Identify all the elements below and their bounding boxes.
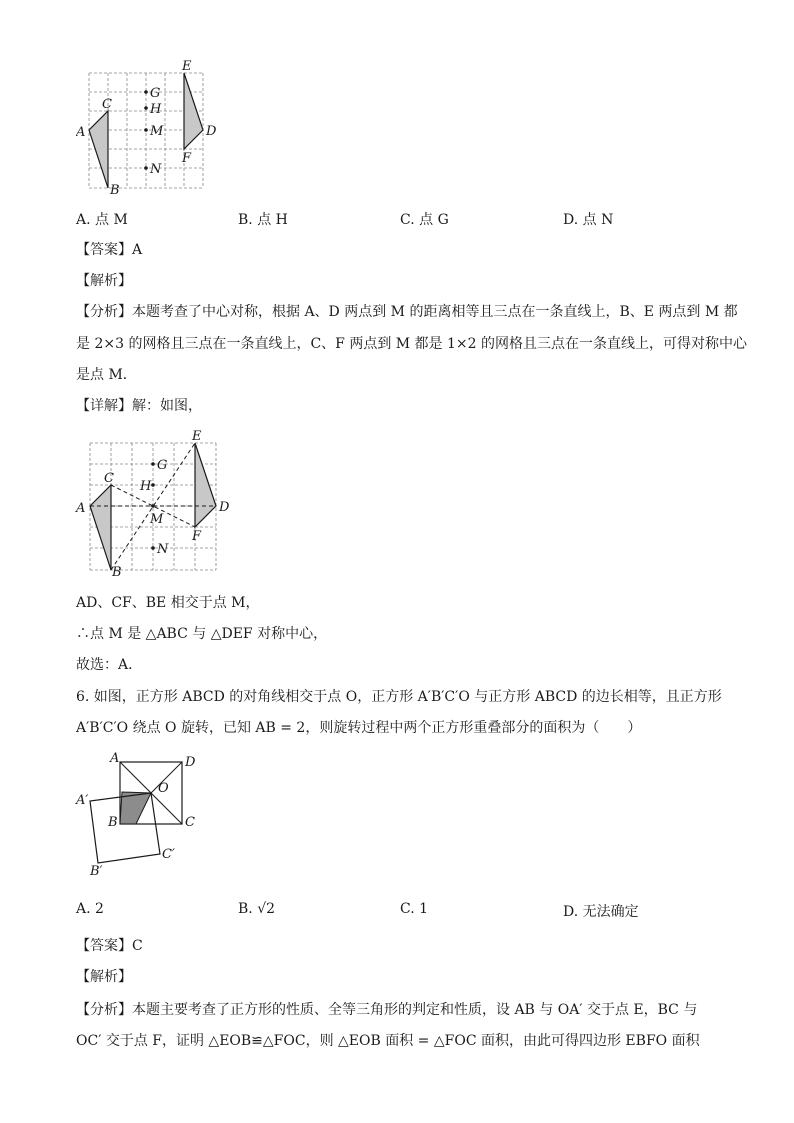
svg-text:F: F (182, 151, 192, 166)
svg-text:M: M (150, 512, 164, 527)
option-b: B. 点 H (238, 212, 288, 228)
analysis-line-1: 【分析】本题考查了中心对称，根据 A、D 两点到 M 的距离相等且三点在一条直线上，B、E 两点到 M 都 (76, 304, 738, 320)
svg-text:N: N (150, 162, 162, 177)
analysis-line-2: 是 2×3 的网格且三点在一条直线上，C、F 两点到 M 都是 1×2 的网格且三点在一条直线上，可得对称中心 (76, 336, 747, 352)
svg-text:A: A (76, 501, 86, 516)
conclusion-line-1: AD、CF、BE 相交于点 M， (76, 595, 260, 611)
question-6-stem-line-2: A′B′C′O 绕点 O 旋转，已知 AB = 2，则旋转过程中两个正方形重叠部分的面积为（ ） (76, 720, 642, 736)
option-a: A. 2 (76, 901, 104, 917)
svg-text:C: C (102, 97, 112, 112)
svg-text:O: O (158, 781, 169, 796)
detail-label: 【详解】解：如图， (76, 398, 202, 414)
svg-text:C′: C′ (162, 847, 175, 862)
conclusion-line-3: 故选：A． (76, 657, 143, 673)
svg-text:B: B (110, 183, 120, 196)
svg-text:H: H (150, 102, 162, 117)
svg-text:C: C (104, 471, 114, 486)
figure-3-squares (74, 750, 214, 880)
analysis-line-1: 【分析】本题主要考查了正方形的性质、全等三角形的判定和性质，设 AB 与 OA′ 交于点 E，BC 与 (76, 1002, 698, 1018)
conclusion-line-2: ∴点 M 是 △ABC 与 △DEF 对称中心， (76, 626, 328, 642)
svg-text:D: D (219, 500, 230, 515)
svg-text:B′: B′ (90, 864, 103, 879)
option-d: D. 点 N (563, 212, 614, 228)
question-6-stem-line-1: 6. 如图，正方形 ABCD 的对角线相交于点 O，正方形 A′B′C′O 与正方形 ABCD 的边长相等，且正方形 (76, 689, 722, 705)
svg-text:F: F (192, 529, 202, 544)
svg-text:A: A (110, 751, 120, 766)
option-c: C. 1 (400, 901, 429, 917)
svg-text:G: G (157, 458, 168, 473)
analysis-line-3: 是点 M． (76, 367, 137, 383)
svg-text:B: B (108, 815, 118, 830)
svg-text:E: E (182, 59, 192, 74)
option-c: C. 点 G (400, 212, 449, 228)
svg-text:D: D (185, 755, 196, 770)
svg-text:A′: A′ (76, 793, 89, 808)
triangle-abc (89, 111, 108, 188)
analysis-label: 【解析】 (76, 273, 132, 289)
analysis-line-2: OC′ 交于点 F，证明 △EOB≌△FOC，则 △EOB 面积 = △FOC 面积，由此可得四边形 EBFO 面积 (76, 1033, 700, 1049)
option-a: A. 点 M (76, 212, 128, 228)
svg-text:H: H (140, 479, 152, 494)
answer-label: 【答案】C (76, 938, 143, 954)
figure-1-grid (76, 56, 226, 196)
figure-2-grid (74, 424, 234, 580)
analysis-label: 【解析】 (76, 969, 132, 985)
option-d: D. 无法确定 (563, 904, 639, 920)
option-b: B. √2 (238, 901, 276, 917)
svg-text:N: N (157, 542, 169, 557)
svg-text:G: G (150, 86, 161, 101)
svg-text:C: C (185, 815, 195, 830)
svg-text:A: A (76, 125, 86, 140)
triangle-abc (90, 485, 111, 570)
answer-label: 【答案】A (76, 242, 143, 258)
svg-text:D: D (206, 124, 217, 139)
svg-text:M: M (150, 124, 164, 139)
svg-text:E: E (192, 429, 202, 444)
svg-text:B: B (112, 565, 122, 580)
